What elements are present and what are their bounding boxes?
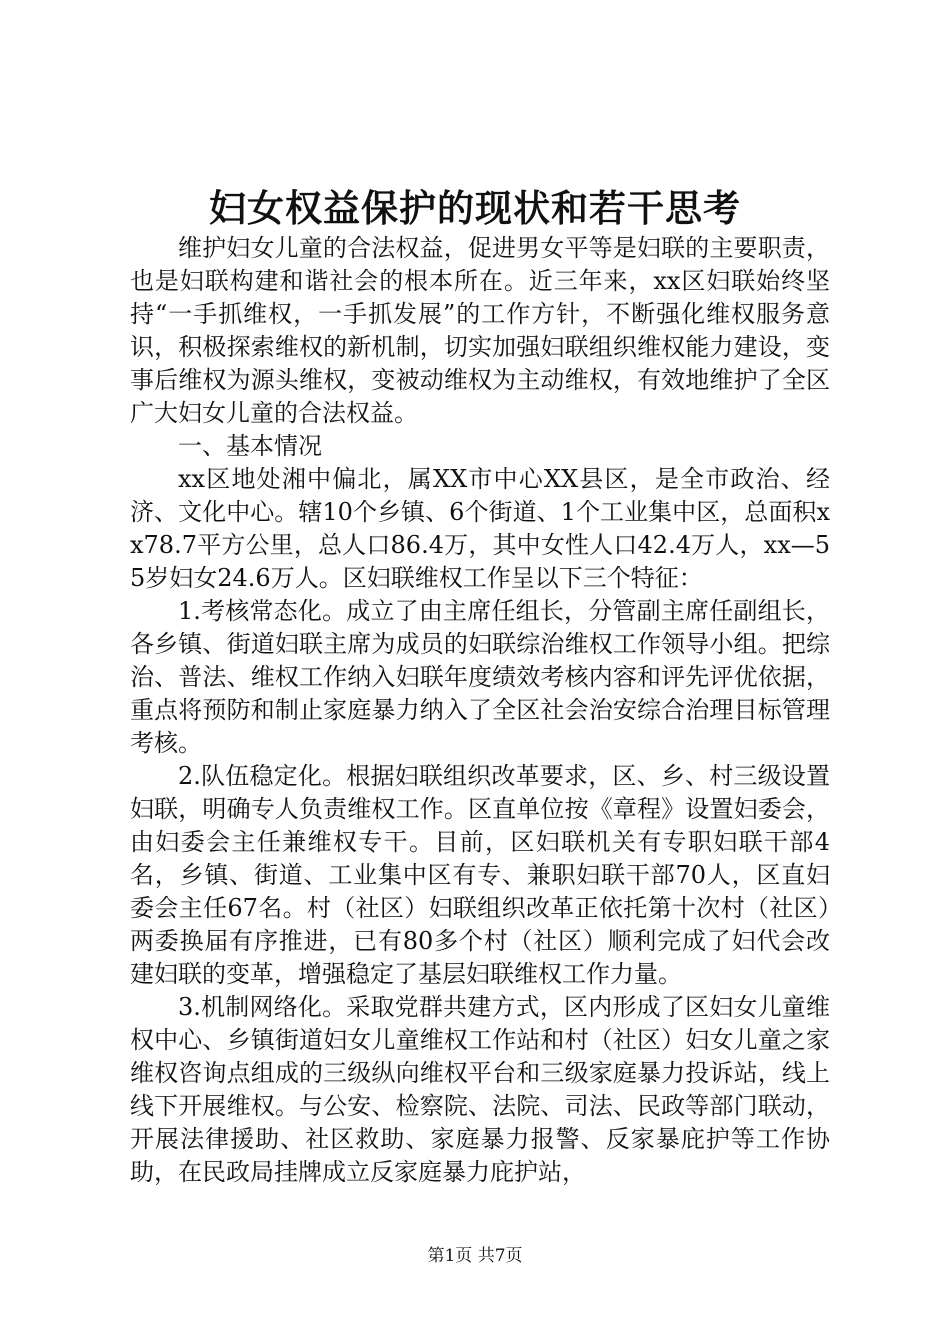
paragraph-mechanism: 3.机制网络化。采取党群共建方式，区内形成了区妇女儿童维权中心、乡镇街道妇女儿童维权工作站和村（社区）妇女儿童之家维权咨询点组成的三级纵向维权平台和三级家庭暴力投诉站，线上线下开展维权。与公安、检察院、法院、司法、民政等部门联动，开展法律援助、社区救助、家庭暴力报警、反家暴庇护等工作协助，在民政局挂牌成立反家庭暴力庇护站，	[130, 993, 830, 1186]
document-body	[130, 232, 830, 1189]
section-heading-basic-situation: 一、基本情况	[178, 432, 322, 460]
document-title: 妇女权益保护的现状和若干思考	[209, 186, 741, 230]
paragraph-assessment: 1.考核常态化。成立了由主席任组长，分管副主席任副组长，各乡镇、街道妇联主席为成员的妇联综治维权工作领导小组。把综治、普法、维权工作纳入妇联年度绩效考核内容和评先评优依据，重点将预防和制止家庭暴力纳入了全区社会治安综合治理目标管理考核。	[130, 597, 830, 757]
paragraph-district-overview: xx区地处湘中偏北，属XX市中心XX县区，是全市政治、经济、文化中心。辖10个乡镇、6个街道、1个工业集中区，总面积xx78.7平方公里，总人口86.4万，其中女性人口42.4万人，xx—55岁妇女24.6万人。区妇联维权工作呈以下三个特征：	[130, 465, 830, 592]
page-number-footer: 第1页 共7页	[427, 1246, 523, 1266]
paragraph-intro: 维护妇女儿童的合法权益，促进男女平等是妇联的主要职责，也是妇联构建和谐社会的根本所在。近三年来，xx区妇联始终坚持“一手抓维权，一手抓发展”的工作方针，不断强化维权服务意识，积极探索维权的新机制，切实加强妇联组织维权能力建设，变事后维权为源头维权，变被动维权为主动维权，有效地维护了全区广大妇女儿童的合法权益。	[130, 234, 830, 427]
paragraph-team: 2.队伍稳定化。根据妇联组织改革要求，区、乡、村三级设置妇联，明确专人负责维权工作。区直单位按《章程》设置妇委会，由妇委会主任兼维权专干。目前，区妇联机关有专职妇联干部4名，乡镇、街道、工业集中区有专、兼职妇联干部70人，区直妇委会主任67名。村（社区）妇联组织改革正依托第十次村（社区）两委换届有序推进，已有80多个村（社区）顺利完成了妇代会改建妇联的变革，增强稳定了基层妇联维权工作力量。	[130, 762, 830, 988]
